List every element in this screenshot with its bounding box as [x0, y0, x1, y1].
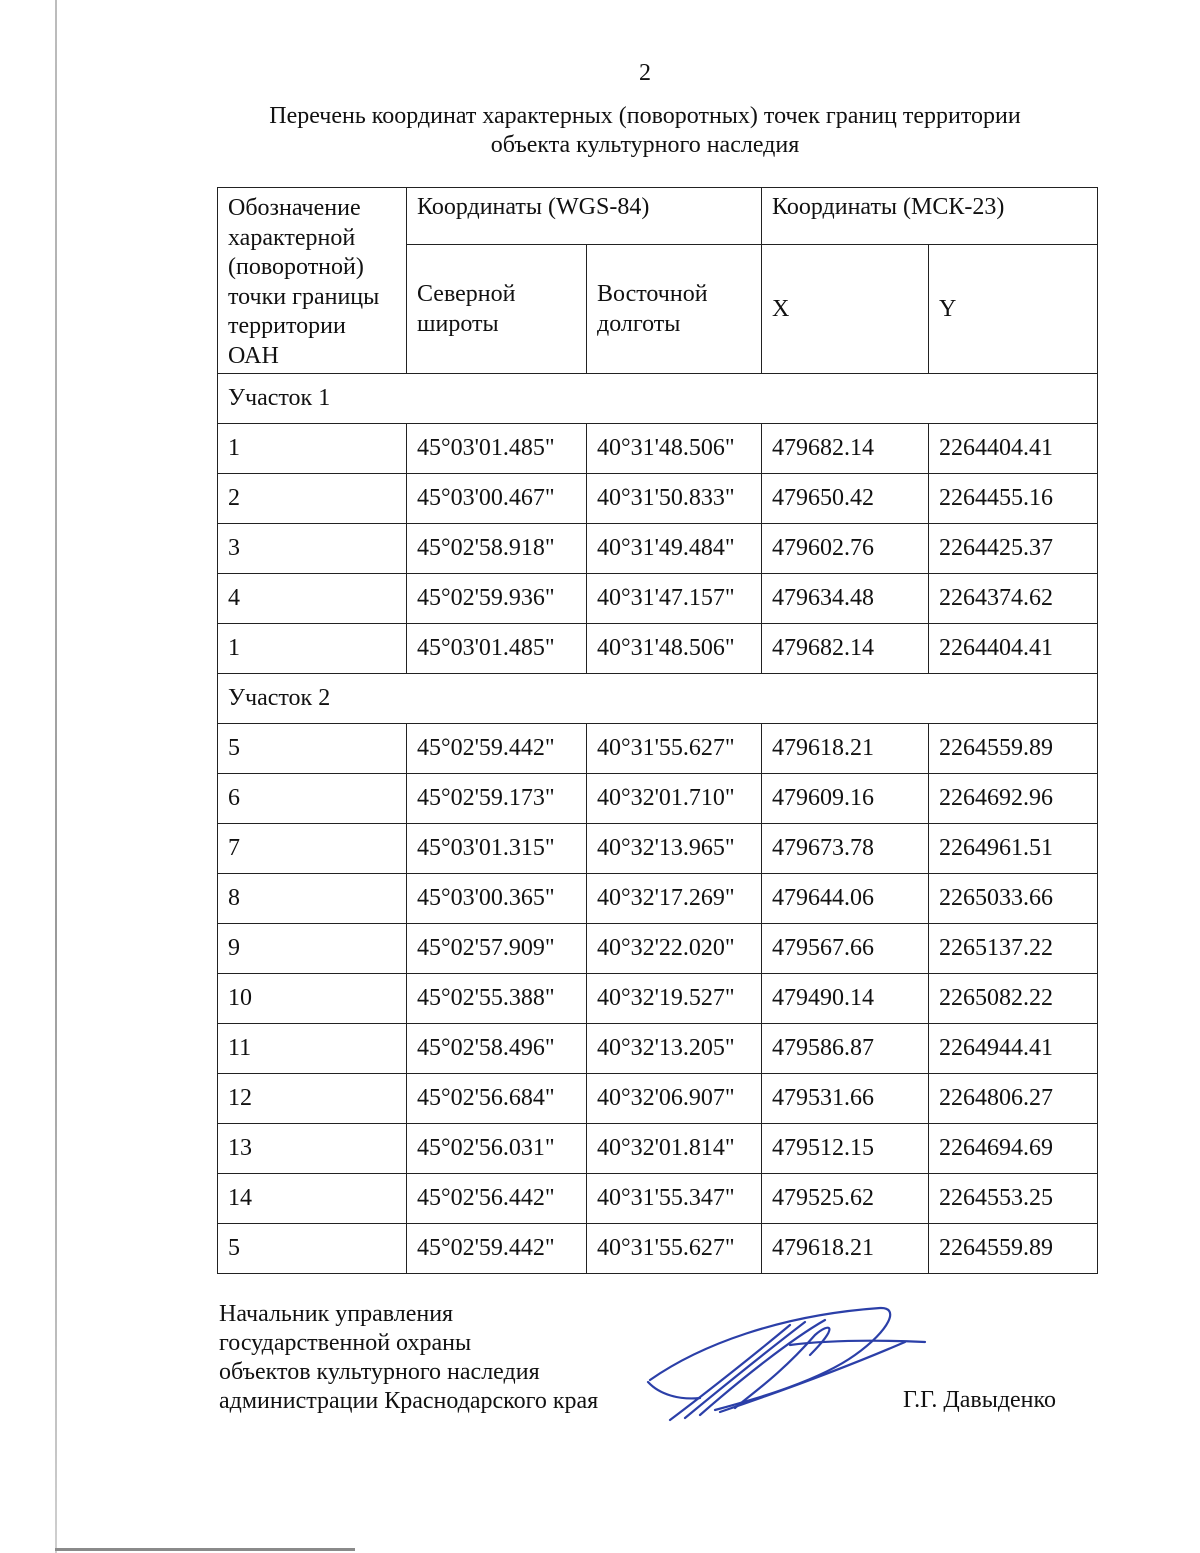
- scan-edge-bottom: [55, 1548, 355, 1551]
- table-row: [218, 624, 1098, 674]
- latitude-cell: 45°03'01.485": [407, 424, 587, 474]
- header-y: Y: [929, 245, 1098, 374]
- table-row: [218, 1174, 1098, 1224]
- point-number-cell: 8: [218, 874, 407, 924]
- title-line: Перечень координат характерных (поворотных) точек границ территории: [269, 103, 1021, 129]
- x-cell: 479609.16: [762, 774, 929, 824]
- table-row: [218, 424, 1098, 474]
- latitude-cell: 45°02'59.442": [407, 1224, 587, 1274]
- y-cell: 2264553.25: [929, 1174, 1098, 1224]
- x-cell: 479618.21: [762, 724, 929, 774]
- point-number-cell: 9: [218, 924, 407, 974]
- point-number-cell: 12: [218, 1074, 407, 1124]
- latitude-cell: 45°02'56.031": [407, 1124, 587, 1174]
- page-number: 2: [639, 60, 651, 86]
- table-row: [218, 874, 1098, 924]
- point-number-cell: 3: [218, 524, 407, 574]
- table-row: [218, 524, 1098, 574]
- x-cell: 479602.76: [762, 524, 929, 574]
- x-cell: 479682.14: [762, 424, 929, 474]
- longitude-cell: 40°31'55.347": [587, 1174, 762, 1224]
- latitude-cell: 45°02'59.442": [407, 724, 587, 774]
- y-cell: 2264694.69: [929, 1124, 1098, 1174]
- y-cell: 2265082.22: [929, 974, 1098, 1024]
- header-msk23: Координаты (МСК-23): [762, 188, 1098, 245]
- latitude-cell: 45°02'56.684": [407, 1074, 587, 1124]
- section-row: [218, 674, 1098, 724]
- x-cell: 479673.78: [762, 824, 929, 874]
- y-cell: 2265137.22: [929, 924, 1098, 974]
- x-cell: 479531.66: [762, 1074, 929, 1124]
- longitude-cell: 40°31'48.506": [587, 424, 762, 474]
- longitude-cell: 40°32'01.814": [587, 1124, 762, 1174]
- point-number-cell: 13: [218, 1124, 407, 1174]
- latitude-cell: 45°02'59.936": [407, 574, 587, 624]
- y-cell: 2264425.37: [929, 524, 1098, 574]
- latitude-cell: 45°02'59.173": [407, 774, 587, 824]
- coordinates-table: [217, 187, 1098, 1274]
- header-designation: Обозначение характерной (поворотной) точки границы территории ОАН: [218, 188, 407, 374]
- latitude-cell: 45°03'00.365": [407, 874, 587, 924]
- table-row: [218, 924, 1098, 974]
- x-cell: 479567.66: [762, 924, 929, 974]
- longitude-cell: 40°32'17.269": [587, 874, 762, 924]
- x-cell: 479634.48: [762, 574, 929, 624]
- point-number-cell: 2: [218, 474, 407, 524]
- position-line: объектов культурного наследия: [219, 1359, 540, 1385]
- header-north-latitude: Северной широты: [407, 245, 587, 374]
- longitude-cell: 40°32'13.965": [587, 824, 762, 874]
- header-x: X: [762, 245, 929, 374]
- x-cell: 479525.62: [762, 1174, 929, 1224]
- y-cell: 2264404.41: [929, 424, 1098, 474]
- section-row: [218, 374, 1098, 424]
- point-number-cell: 4: [218, 574, 407, 624]
- longitude-cell: 40°32'06.907": [587, 1074, 762, 1124]
- footer-position: [219, 1300, 598, 1416]
- latitude-cell: 45°02'57.909": [407, 924, 587, 974]
- scan-edge: [55, 0, 57, 1553]
- point-number-cell: 1: [218, 424, 407, 474]
- longitude-cell: 40°31'55.627": [587, 724, 762, 774]
- signature-icon: [640, 1300, 930, 1430]
- document-title: [0, 102, 1200, 160]
- longitude-cell: 40°31'55.627": [587, 1224, 762, 1274]
- point-number-cell: 7: [218, 824, 407, 874]
- position-line: Начальник управления: [219, 1301, 454, 1327]
- x-cell: 479682.14: [762, 624, 929, 674]
- point-number-cell: 11: [218, 1024, 407, 1074]
- point-number-cell: 5: [218, 1224, 407, 1274]
- latitude-cell: 45°02'55.388": [407, 974, 587, 1024]
- point-number-cell: 5: [218, 724, 407, 774]
- x-cell: 479512.15: [762, 1124, 929, 1174]
- y-cell: 2264944.41: [929, 1024, 1098, 1074]
- point-number-cell: 6: [218, 774, 407, 824]
- table-row: [218, 1124, 1098, 1174]
- longitude-cell: 40°32'13.205": [587, 1024, 762, 1074]
- longitude-cell: 40°31'48.506": [587, 624, 762, 674]
- y-cell: 2265033.66: [929, 874, 1098, 924]
- longitude-cell: 40°31'47.157": [587, 574, 762, 624]
- longitude-cell: 40°31'49.484": [587, 524, 762, 574]
- latitude-cell: 45°02'58.496": [407, 1024, 587, 1074]
- latitude-cell: 45°03'01.485": [407, 624, 587, 674]
- y-cell: 2264559.89: [929, 724, 1098, 774]
- table-row: [218, 1024, 1098, 1074]
- y-cell: 2264559.89: [929, 1224, 1098, 1274]
- header-east-longitude: Восточной долготы: [587, 245, 762, 374]
- latitude-cell: 45°03'00.467": [407, 474, 587, 524]
- y-cell: 2264404.41: [929, 624, 1098, 674]
- section-label: Участок 1: [218, 374, 1098, 424]
- table-row: [218, 974, 1098, 1024]
- x-cell: 479490.14: [762, 974, 929, 1024]
- table-row: [218, 574, 1098, 624]
- table-row: [218, 1224, 1098, 1274]
- y-cell: 2264455.16: [929, 474, 1098, 524]
- x-cell: 479644.06: [762, 874, 929, 924]
- x-cell: 479586.87: [762, 1024, 929, 1074]
- latitude-cell: 45°02'58.918": [407, 524, 587, 574]
- signer-name: Г.Г. Давыденко: [903, 1387, 1056, 1413]
- position-line: государственной охраны: [219, 1330, 472, 1356]
- x-cell: 479650.42: [762, 474, 929, 524]
- longitude-cell: 40°31'50.833": [587, 474, 762, 524]
- y-cell: 2264806.27: [929, 1074, 1098, 1124]
- latitude-cell: 45°03'01.315": [407, 824, 587, 874]
- table-row: [218, 1074, 1098, 1124]
- x-cell: 479618.21: [762, 1224, 929, 1274]
- latitude-cell: 45°02'56.442": [407, 1174, 587, 1224]
- point-number-cell: 10: [218, 974, 407, 1024]
- header-wgs84: Координаты (WGS-84): [407, 188, 762, 245]
- longitude-cell: 40°32'22.020": [587, 924, 762, 974]
- longitude-cell: 40°32'19.527": [587, 974, 762, 1024]
- longitude-cell: 40°32'01.710": [587, 774, 762, 824]
- section-label: Участок 2: [218, 674, 1098, 724]
- table-row: [218, 824, 1098, 874]
- position-line: администрации Краснодарского края: [219, 1388, 599, 1414]
- title-line: объекта культурного наследия: [490, 132, 800, 158]
- point-number-cell: 14: [218, 1174, 407, 1224]
- table-row: [218, 474, 1098, 524]
- y-cell: 2264374.62: [929, 574, 1098, 624]
- table-row: [218, 774, 1098, 824]
- y-cell: 2264692.96: [929, 774, 1098, 824]
- point-number-cell: 1: [218, 624, 407, 674]
- table-row: [218, 724, 1098, 774]
- y-cell: 2264961.51: [929, 824, 1098, 874]
